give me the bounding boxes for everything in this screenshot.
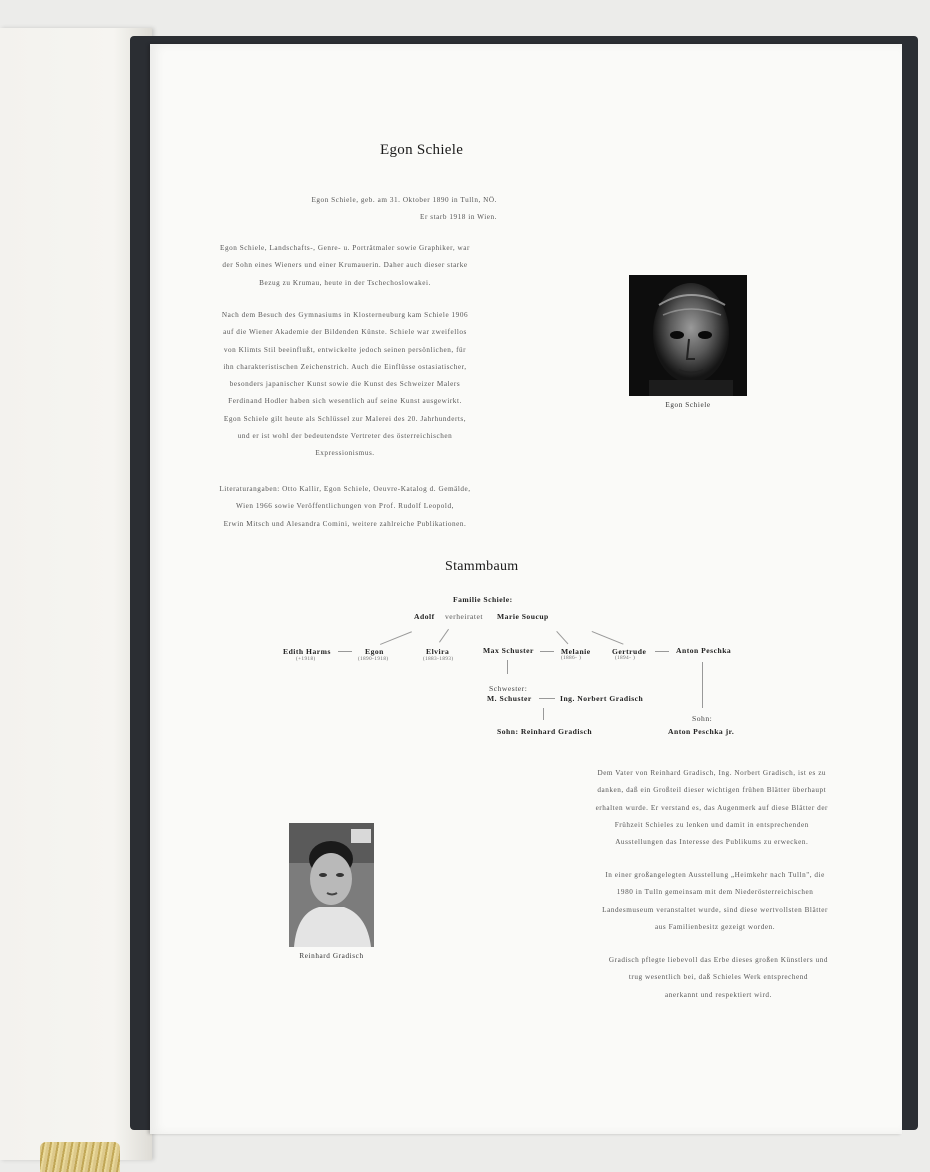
tree-line bbox=[556, 631, 568, 644]
text-line: Expressionismus. bbox=[315, 449, 375, 458]
gradisch-paragraph-1 bbox=[596, 765, 828, 851]
text-line: Egon Schiele, Landschafts-, Genre- u. Porträtmaler sowie Graphiker, war bbox=[220, 244, 470, 252]
right-book-page bbox=[150, 44, 902, 1134]
text-line: Frühzeit Schieles zu lenken und damit in entsprechenden bbox=[614, 820, 809, 829]
schiele-portrait-caption: Egon Schiele bbox=[665, 401, 711, 409]
text-line: Egon Schiele gilt heute als Schlüssel zur Malerei des 20. Jahrhunderts, bbox=[223, 414, 467, 423]
text-line: und er ist wohl der bedeutendste Vertreter des österreichischen bbox=[237, 432, 453, 441]
tree-line bbox=[702, 662, 703, 708]
text-line: Dem Vater von Reinhard Gradisch, Ing. Norbert Gradisch, ist es zu bbox=[597, 769, 827, 777]
text-line: Gradisch pflegte liebevoll das Erbe dieses großen Künstlers und bbox=[608, 956, 828, 964]
portrait-drawing bbox=[289, 823, 374, 947]
tree-line bbox=[655, 651, 669, 652]
norbert-gradisch-name: Ing. Norbert Gradisch bbox=[560, 694, 644, 703]
text-line: besonders japanischer Kunst sowie die Kunst des Schweizer Malers bbox=[229, 380, 461, 389]
edith-name: Edith Harms bbox=[283, 647, 331, 656]
text-line: In einer großangelegten Ausstellung „Heimkehr nach Tulln", die bbox=[605, 871, 825, 879]
elvira-dates: (1883-1893) bbox=[423, 657, 454, 662]
text-line: trug wesentlich bei, daß Schieles Werk entsprechend bbox=[628, 973, 809, 982]
gradisch-portrait-caption: Reinhard Gradisch bbox=[299, 952, 364, 960]
text-line: ihn charakteristischen Zeichenstrich. Auch die Einflüsse ostasiatischer, bbox=[223, 362, 467, 371]
bio-paragraph-1 bbox=[190, 240, 500, 292]
gradisch-paragraph-2 bbox=[602, 867, 828, 936]
text-line: auf die Wiener Akademie der Bildenden Künste. Schiele war zweifellos bbox=[223, 328, 467, 337]
text-line: danken, daß ein Großteil dieser wichtigen frühen Blätter überhaupt bbox=[597, 786, 827, 795]
sister-label: Schwester: bbox=[489, 684, 528, 693]
son-label: Sohn: bbox=[692, 714, 713, 723]
edith-dates: (+1918) bbox=[296, 657, 316, 662]
egon-schiele-portrait bbox=[629, 275, 747, 396]
text-line: Bezug zu Krumau, heute in der Tschechoslowakei. bbox=[259, 278, 431, 287]
gradisch-paragraph-3 bbox=[609, 952, 828, 1004]
tree-line bbox=[543, 708, 544, 720]
tree-line bbox=[380, 631, 412, 645]
bio-paragraph-2 bbox=[190, 307, 500, 463]
tree-line bbox=[439, 629, 449, 643]
tree-line bbox=[539, 698, 555, 699]
intro-line: Er starb 1918 in Wien. bbox=[420, 213, 497, 222]
anton-peschka-jr-name: Anton Peschka jr. bbox=[668, 727, 735, 736]
melanie-name: Melanie bbox=[561, 647, 591, 656]
father-name: Adolf bbox=[414, 612, 435, 621]
text-line: erhalten wurde. Er verstand es, das Augenmerk auf diese Blätter der bbox=[595, 803, 828, 812]
tree-line bbox=[540, 651, 554, 652]
reinhard-gradisch-portrait bbox=[289, 823, 374, 947]
tree-line bbox=[338, 651, 352, 652]
gertrude-dates: (1894- ) bbox=[615, 656, 636, 661]
mother-name: Marie Soucup bbox=[497, 612, 549, 621]
text-line: Ferdinand Hodler haben sich wesentlich auf seine Kunst ausgewirkt. bbox=[228, 397, 462, 406]
bookmark-tassel bbox=[40, 1142, 120, 1172]
melanie-dates: (1886- ) bbox=[561, 656, 582, 661]
son-reinhard-gradisch: Sohn: Reinhard Gradisch bbox=[497, 727, 593, 736]
gertrude-name: Gertrude bbox=[612, 647, 647, 656]
portrait-drawing bbox=[629, 275, 747, 396]
text-line: Nach dem Besuch des Gymnasiums in Klosterneuburg kam Schiele 1906 bbox=[221, 311, 469, 319]
anton-peschka-name: Anton Peschka bbox=[676, 646, 732, 655]
text-line: Ausstellungen das Interesse des Publikums zu erwecken. bbox=[615, 838, 809, 847]
text-line: Literaturangaben: Otto Kallir, Egon Schiele, Oeuvre-Katalog d. Gemälde, bbox=[219, 485, 471, 493]
egon-dates: (1890-1918) bbox=[358, 657, 389, 662]
elvira-name: Elvira bbox=[426, 647, 450, 656]
egon-name: Egon bbox=[365, 647, 384, 656]
page-title: Egon Schiele bbox=[380, 142, 464, 158]
text-line: aus Familienbesitz gezeigt worden. bbox=[655, 922, 776, 931]
text-line: 1980 in Tulln gemeinsam mit dem Niederösterreichischen bbox=[616, 888, 814, 897]
bio-paragraph-3 bbox=[190, 481, 500, 533]
text-line: Wien 1966 sowie Veröffentlichungen von Prof. Rudolf Leopold, bbox=[236, 502, 454, 511]
text-line: Erwin Mitsch und Alesandra Comini, weitere zahlreiche Publikationen. bbox=[223, 519, 467, 528]
stammbaum-heading: Stammbaum bbox=[445, 559, 519, 574]
intro-text bbox=[311, 192, 497, 227]
tree-line bbox=[507, 660, 508, 674]
family-label: Familie Schiele: bbox=[453, 595, 513, 604]
married-label: verheiratet bbox=[445, 612, 483, 621]
m-schuster-name: M. Schuster bbox=[487, 694, 532, 703]
tree-line bbox=[592, 631, 624, 645]
text-line: Landesmuseum veranstaltet wurde, sind diese wertvollsten Blätter bbox=[602, 905, 828, 914]
intro-line: Egon Schiele, geb. am 31. Oktober 1890 in Tulln, NÖ. bbox=[311, 196, 497, 204]
text-line: anerkannt und respektiert wird. bbox=[665, 990, 772, 999]
max-schuster-name: Max Schuster bbox=[483, 646, 534, 655]
text-line: der Sohn eines Wieners und einer Krumauerin. Daher auch dieser starke bbox=[222, 261, 468, 270]
text-line: von Klimts Stil beeinflußt, entwickelte jedoch seinen persönlichen, für bbox=[223, 345, 467, 354]
